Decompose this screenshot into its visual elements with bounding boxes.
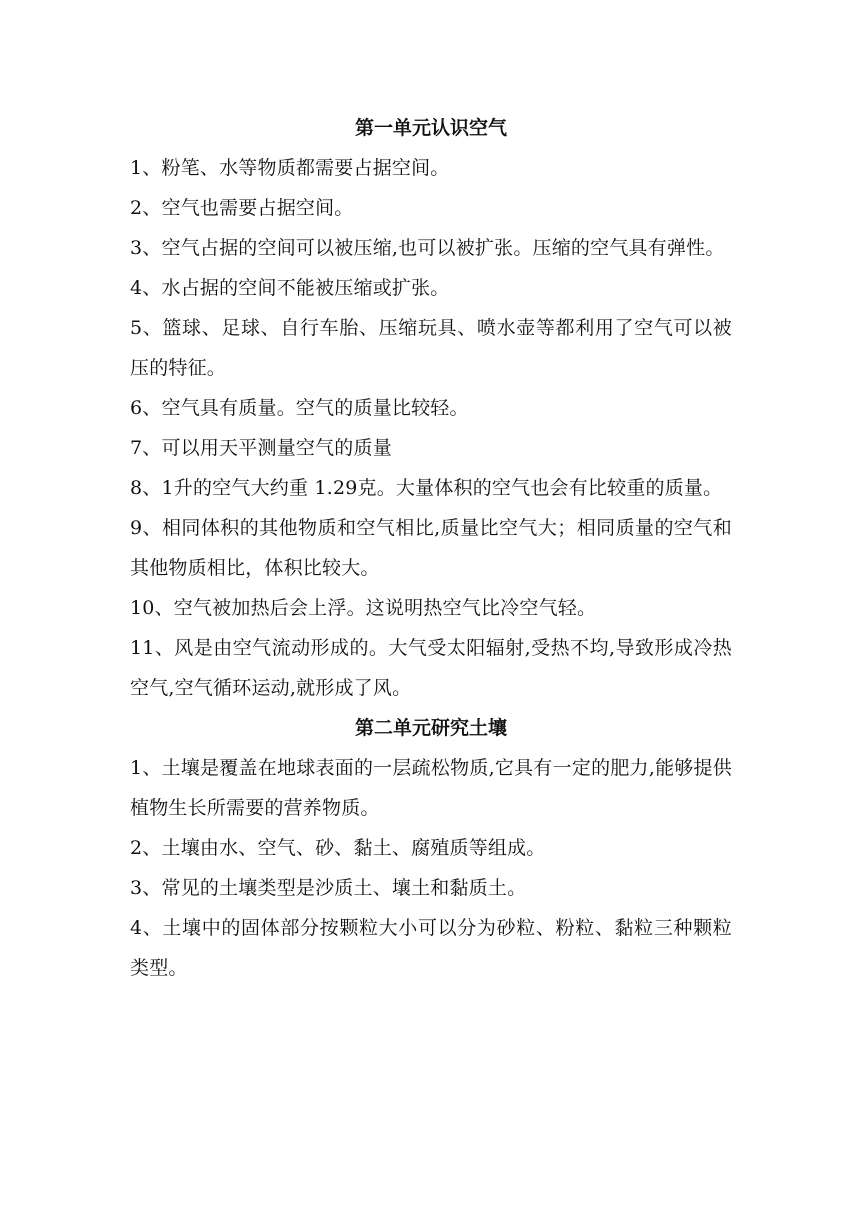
list-item: 3、常见的土壤类型是沙质土、壤土和黏质土。 (130, 877, 527, 899)
list-item: 4、水占据的空间不能被压缩或扩张。 (130, 277, 450, 299)
list-item: 11、风是由空气流动形成的。大气受太阳辐射,受热不均,导致形成冷热空气,空气循环运动,就形成了风。 (130, 637, 732, 699)
list-item: 1、粉笔、水等物质都需要占据空间。 (130, 157, 450, 179)
list-item: 2、空气也需要占据空间。 (130, 197, 354, 219)
list-item: 4、土壤中的固体部分按颗粒大小可以分为砂粒、粉粒、黏粒三种颗粒类型。 (130, 917, 732, 979)
list-item: 3、空气占据的空间可以被压缩,也可以被扩张。压缩的空气具有弹性。 (130, 237, 725, 259)
section-unit-1 (130, 108, 732, 708)
section-unit-2 (130, 708, 732, 988)
list-item: 9、相同体积的其他物质和空气相比,质量比空气大；相同质量的空气和其他物质相比，体积比较大。 (130, 517, 732, 579)
list-item: 6、空气具有质量。空气的质量比较轻。 (130, 397, 469, 419)
document-content (130, 108, 732, 988)
list-item: 8、1升的空气大约重 1.29克。大量体积的空气也会有比较重的质量。 (130, 477, 723, 499)
section-title: 第一单元认识空气 (354, 117, 507, 139)
list-item: 10、空气被加热后会上浮。这说明热空气比冷空气轻。 (130, 597, 597, 619)
list-item: 5、篮球、足球、自行车胎、压缩玩具、喷水壶等都利用了空气可以被压的特征。 (130, 317, 732, 379)
list-item: 1、土壤是覆盖在地球表面的一层疏松物质,它具有一定的肥力,能够提供植物生长所需要的营养物质。 (130, 757, 732, 819)
list-item: 2、土壤由水、空气、砂、黏土、腐殖质等组成。 (130, 837, 546, 859)
list-item: 7、可以用天平测量空气的质量 (130, 437, 392, 459)
section-title: 第二单元研究土壤 (354, 717, 507, 739)
